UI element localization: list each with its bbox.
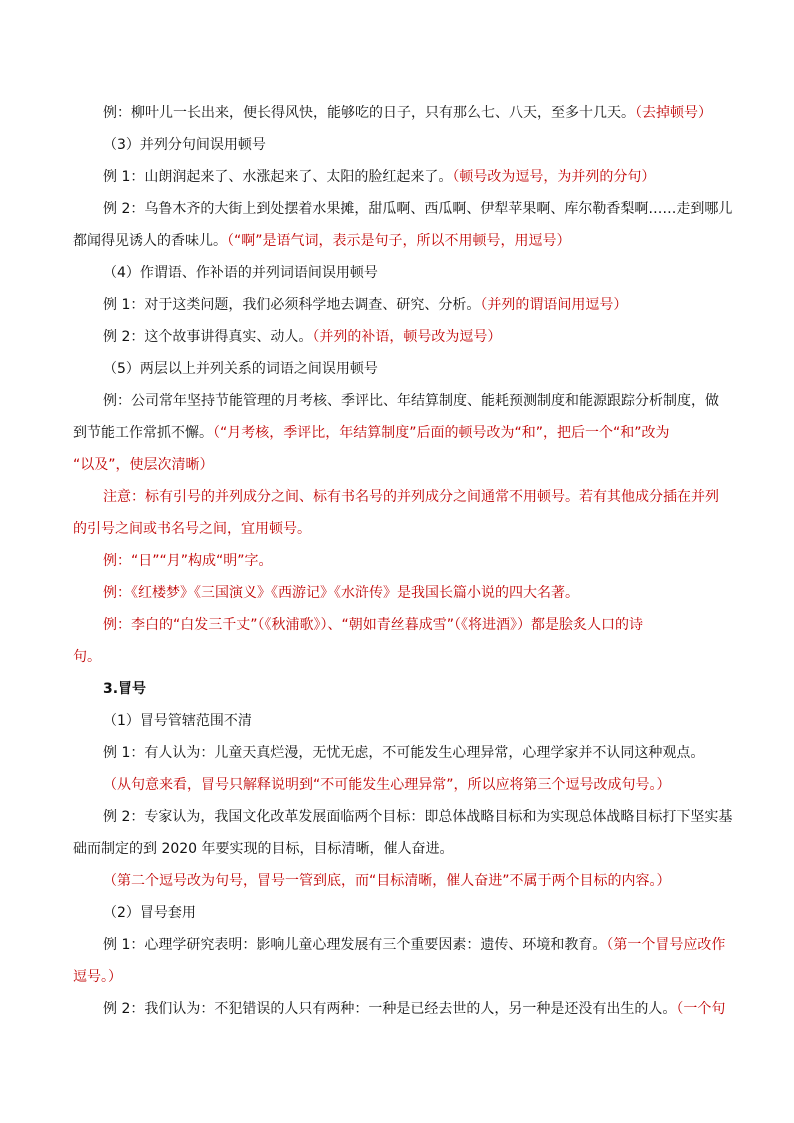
correction-note: （并列的补语，顿号改为逗号） (312, 329, 502, 345)
section-heading: （1）冒号管辖范围不清 (103, 713, 252, 729)
note-line: 的引号之间或书名号之间，宜用顿号。 (73, 521, 311, 537)
correction-note: （顿号改为逗号，为并列的分句） (452, 169, 656, 185)
text-line: 例 1：对于这类问题，我们必须科学地去调查、研究、分析。（并列的谓语间用逗号） (103, 297, 628, 313)
text-line: 例：公司常年坚持节能管理的月考核、季评比、年结算制度、能耗预测制度和能源跟踪分析制度，做 (103, 393, 719, 409)
section-heading: （5）两层以上并列关系的词语之间误用顿号 (103, 361, 378, 377)
text-line: 例 2：乌鲁木齐的大街上到处摆着水果摊，甜瓜啊、西瓜啊、伊犁苹果啊、库尔勒香梨啊……走到哪儿 (103, 201, 733, 217)
text-line: 例 2：专家认为，我国文化改革发展面临两个目标：即总体战略目标和为实现总体战略目标打下坚实基 (103, 809, 733, 825)
text-line: 例 2：这个故事讲得真实、动人。（并列的补语，顿号改为逗号） (103, 329, 502, 345)
text-line: 例 2：我们认为：不犯错误的人只有两种：一种是已经去世的人，另一种是还没有出生的人。（一个句 (103, 1001, 726, 1017)
text-line: 础而制定的到 2020 年要实现的目标，目标清晰，催人奋进。 (73, 841, 454, 857)
text-line: 例 1：有人认为：儿童天真烂漫，无忧无虑，不可能发生心理异常，心理学家并不认同这种观点。 (103, 745, 705, 761)
text-line: 例 1：心理学研究表明：影响儿童心理发展有三个重要因素：遗传、环境和教育。（第一个冒号应改作 (103, 937, 726, 953)
correction-note: （去掉顿号） (635, 105, 712, 121)
text-line: 到节能工作常抓不懈。（“月考核，季评比，年结算制度”后面的顿号改为“和”，把后一个“和”改为 (73, 425, 670, 441)
note-line: 注意：标有引号的并列成分之间、标有书名号的并列成分之间通常不用顿号。若有其他成分插在并列 (103, 489, 719, 505)
correction-note: （一个句 (676, 1001, 726, 1017)
correction-note: （“月考核，季评比，年结算制度”后面的顿号改为“和”，把后一个“和”改为 (213, 425, 670, 441)
section-heading: （3）并列分句间误用顿号 (103, 137, 266, 153)
correction-note: “以及”，使层次清晰） (73, 457, 214, 473)
correction-note: 逗号。） (73, 969, 122, 985)
correction-note: （第一个冒号应改作 (606, 937, 726, 953)
correction-note: （从句意来看，冒号只解释说明到“不可能发生心理异常”，所以应将第三个逗号改成句号。） (103, 777, 671, 793)
section-title: 3.冒号 (103, 681, 147, 697)
text-line: 都闻得见诱人的香味儿。（“啊”是语气词，表示是句子，所以不用顿号，用逗号） (73, 233, 571, 249)
section-heading: （2）冒号套用 (103, 905, 196, 921)
section-heading: （4）作谓语、作补语的并列词语间误用顿号 (103, 265, 378, 281)
note-example: 例：“日”“月”构成“明”字。 (103, 553, 273, 569)
note-example: 例：《红楼梦》《三国演义》《西游记》《水浒传》是我国长篇小说的四大名著。 (103, 585, 579, 601)
text-line: 例：柳叶儿一长出来，便长得风快，能够吃的日子，只有那么七、八天，至多十几天。（去掉顿号） (103, 105, 712, 121)
text-line: 例 1：山朗润起来了、水涨起来了、太阳的脸红起来了。（顿号改为逗号，为并列的分句） (103, 169, 656, 185)
correction-note: （“啊”是语气词，表示是句子，所以不用顿号，用逗号） (227, 233, 571, 249)
text-line (73, 455, 214, 475)
correction-note: （并列的谓语间用逗号） (480, 297, 628, 313)
correction-note: （第二个逗号改为句号，冒号一管到底，而“目标清晰，催人奋进”不属于两个目标的内容。） (103, 873, 671, 889)
note-example: 句。 (73, 649, 101, 665)
note-example: 例：李白的“白发三千丈”（《秋浦歌》）、“朝如青丝暮成雪”（《将进酒》）都是脍炙人口的诗 (103, 617, 644, 633)
